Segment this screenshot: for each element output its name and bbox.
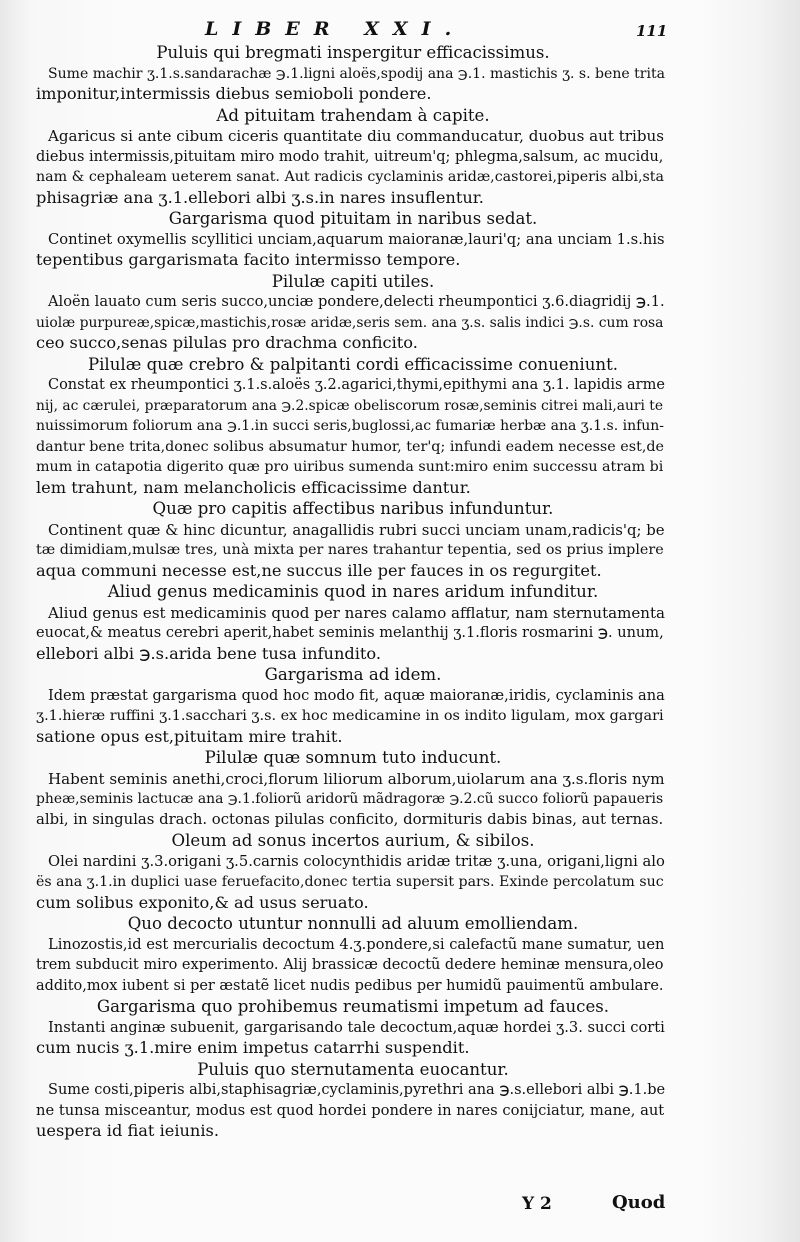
text-line: Olei nardini ʒ.3.origani ʒ.5.carnis colocynthidis aridæ tritæ ʒ.una, origani,ligni alo xyxy=(48,852,665,870)
section-paragraph xyxy=(36,520,670,582)
text-line: lem trahunt, nam melancholicis efficacissime dantur. xyxy=(36,477,471,497)
text-line: albi, in singulas drach. octonas pilulas conficito, dormituris dabis binas, aut ternas. xyxy=(36,810,664,828)
text-line: Aloën lauato cum seris succo,unciæ pondere,delecti rheumpontici ʒ.6.diagridij ℈.1. xyxy=(48,293,665,310)
section-paragraph xyxy=(36,292,670,354)
section-paragraph xyxy=(36,1080,670,1142)
text-line: Constat ex rheumpontici ʒ.1.s.aloës ʒ.2.agarici,thymi,epithymi ana ʒ.1. lapidis arme xyxy=(48,377,665,393)
section-paragraph xyxy=(36,1018,670,1059)
text-line: mum in catapotia digerito quæ pro uiribus sumenda sunt:miro enim successu atram bi xyxy=(36,459,664,475)
text-line: Sume machir ʒ.1.s.sandarachæ ℈.1.ligni aloës,spodij ana ℈.1. mastichis ʒ. s. bene trita xyxy=(48,65,665,82)
text-line: tæ dimidiam,mulsæ tres, unà mixta per nares trahantur tepentia, sed os prius implere xyxy=(36,542,664,558)
text-line: trem subducit miro experimento. Alij brassicæ decoctũ dedere heminæ mensura,oleo xyxy=(36,957,664,973)
section-heading: Aliud genus medicaminis quod in nares aridum infunditur. xyxy=(107,582,599,601)
section-paragraph xyxy=(36,64,670,105)
section-heading: Pilulæ quæ somnum tuto inducunt. xyxy=(204,748,502,767)
text-line: Continet oxymellis scyllitici unciam,aquarum maioranæ,lauri'q; ana unciam 1.s.his xyxy=(48,230,665,248)
section-heading: Gargarisma quod pituitam in naribus sedat. xyxy=(168,209,538,228)
text-line: Sume costi,piperis albi,staphisagriæ,cyclaminis,pyrethri ana ℈.s.ellebori albi ℈.1.be xyxy=(48,1082,666,1098)
text-line: cum nucis ʒ.1.mire enim impetus catarrhi suspendit. xyxy=(36,1038,470,1057)
section-heading: Pilulæ capiti utiles. xyxy=(271,271,435,291)
text-line: nam & cephaleam ueterem sanat. Aut radicis cyclaminis aridæ,castorei,piperis albi,sta xyxy=(36,169,664,185)
text-line: Idem præstat gargarisma quod hoc modo fit, aquæ maioranæ,iridis, cyclaminis ana xyxy=(48,686,665,704)
section-paragraph xyxy=(36,603,670,665)
text-line: cum solibus exponito,& ad usus seruato. xyxy=(36,892,369,912)
section-heading: Oleum ad sonus incertos aurium, & sibilos. xyxy=(171,831,535,850)
section-heading: Quæ pro capitis affectibus naribus infunduntur. xyxy=(152,499,554,518)
text-line: ceo succo,senas pilulas pro drachma conficito. xyxy=(36,333,418,352)
section-paragraph xyxy=(36,769,670,831)
text-line: euocat,& meatus cerebri aperit,habet seminis melanthij ʒ.1.floris rosmarini ℈. unum, xyxy=(36,625,664,641)
signature-mark: Y 2 xyxy=(522,1194,552,1214)
text-line: tepentibus gargarismata facito intermisso tempore. xyxy=(36,250,461,269)
text-line: Instanti anginæ subuenit, gargarisando tale decoctum,aquæ hordei ʒ.3. succi corti xyxy=(48,1018,665,1036)
text-line: ës ana ʒ.1.in duplici uase feruefacito,donec tertia supersit pars. Exinde percolatum suc xyxy=(36,874,664,890)
text-line: phisagriæ ana ʒ.1.ellebori albi ʒ.s.in nares insuflentur. xyxy=(36,187,484,207)
text-line: ne tunsa misceantur, modus est quod hordei pondere in nares conijciatur, mane, aut xyxy=(36,1101,665,1119)
catchword: Quod xyxy=(612,1192,666,1213)
text-line: ʒ.1.hieræ ruffini ʒ.1.sacchari ʒ.s. ex hoc medicamine in os indito ligulam, mox gargari xyxy=(36,708,664,724)
text-line: addito,mox iubent si per æstatẽ licet nudis pedibus per humidũ pauimentũ ambulare. xyxy=(36,977,664,994)
page-footer xyxy=(0,1192,800,1222)
text-line: imponitur,intermissis diebus semioboli pondere. xyxy=(36,84,432,103)
section-heading: Ad pituitam trahendam à capite. xyxy=(216,105,490,125)
text-line: pheæ,seminis lactucæ ana ℈.1.foliorũ aridorũ mãdragoræ ℈.2.cũ succo foliorũ papaueris xyxy=(36,791,664,807)
text-line: dantur bene trita,donec solibus absumatur humor, ter'q; infundi eadem necesse est,de xyxy=(36,438,665,455)
text-line: Continent quæ & hinc dicuntur, anagallidis rubri succi unciam unam,radicis'q; be xyxy=(48,520,665,539)
text-line: nij, ac cærulei, præparatorum ana ℈.2.spicæ obeliscorum rosæ,seminis citrei mali,auri te xyxy=(36,397,664,414)
text-line: uespera id fiat ieiunis. xyxy=(36,1121,219,1140)
text-line: Habent seminis anethi,croci,florum liliorum alborum,uiolarum ana ʒ.s.floris nym xyxy=(48,769,665,788)
text-line: satione opus est,pituitam mire trahit. xyxy=(36,726,343,746)
section-heading: Gargarisma quo prohibemus reumatismi impetum ad fauces. xyxy=(96,997,610,1016)
text-line: uiolæ purpureæ,spicæ,mastichis,rosæ aridæ,seris sem. ana ʒ.s. salis indici ℈.s. cum rosa xyxy=(36,314,664,331)
text-line: nuissimorum foliorum ana ℈.1.in succi seris,buglossi,ac fumariæ herbæ ana ʒ.1.s. infun- xyxy=(36,418,665,434)
section-heading: Gargarisma ad idem. xyxy=(264,665,442,684)
body-text xyxy=(36,42,670,1142)
text-line: aqua communi necesse est,ne succus ille per fauces in os regurgitet. xyxy=(36,560,602,580)
running-title: LIBER XXI. xyxy=(205,18,466,40)
section-heading: Quo decocto utuntur nonnulli ad aluum emolliendam. xyxy=(127,914,579,933)
section-paragraph xyxy=(36,935,670,997)
text-line: Agaricus si ante cibum ciceris quantitate diu commanducatur, duobus aut tribus xyxy=(48,127,664,145)
text-line: diebus intermissis,pituitam miro modo trahit, uitreum'q; phlegma,salsum, ac mucidu, xyxy=(36,148,664,165)
running-head xyxy=(0,14,800,44)
text-line: Linozostis,id est mercurialis decoctum 4.ʒ.pondere,si calefactũ mane sumatur, uen xyxy=(48,935,665,953)
section-heading: Pilulæ quæ crebro & palpitanti cordi efficacissime conueniunt. xyxy=(87,354,619,374)
text-line: ellebori albi ℈.s.arida bene tusa infundito. xyxy=(36,643,382,663)
section-paragraph xyxy=(36,230,670,271)
section-heading: Puluis qui bregmati inspergitur efficacissimus. xyxy=(156,43,550,62)
section-heading: Puluis quo sternutamenta euocantur. xyxy=(197,1059,509,1079)
section-paragraph xyxy=(36,375,670,498)
section-paragraph xyxy=(36,852,670,914)
page-number: 111 xyxy=(636,22,668,40)
text-line: Aliud genus est medicaminis quod per nares calamo afflatur, nam sternutamenta xyxy=(48,603,665,622)
section-paragraph xyxy=(36,686,670,748)
section-paragraph xyxy=(36,126,670,208)
